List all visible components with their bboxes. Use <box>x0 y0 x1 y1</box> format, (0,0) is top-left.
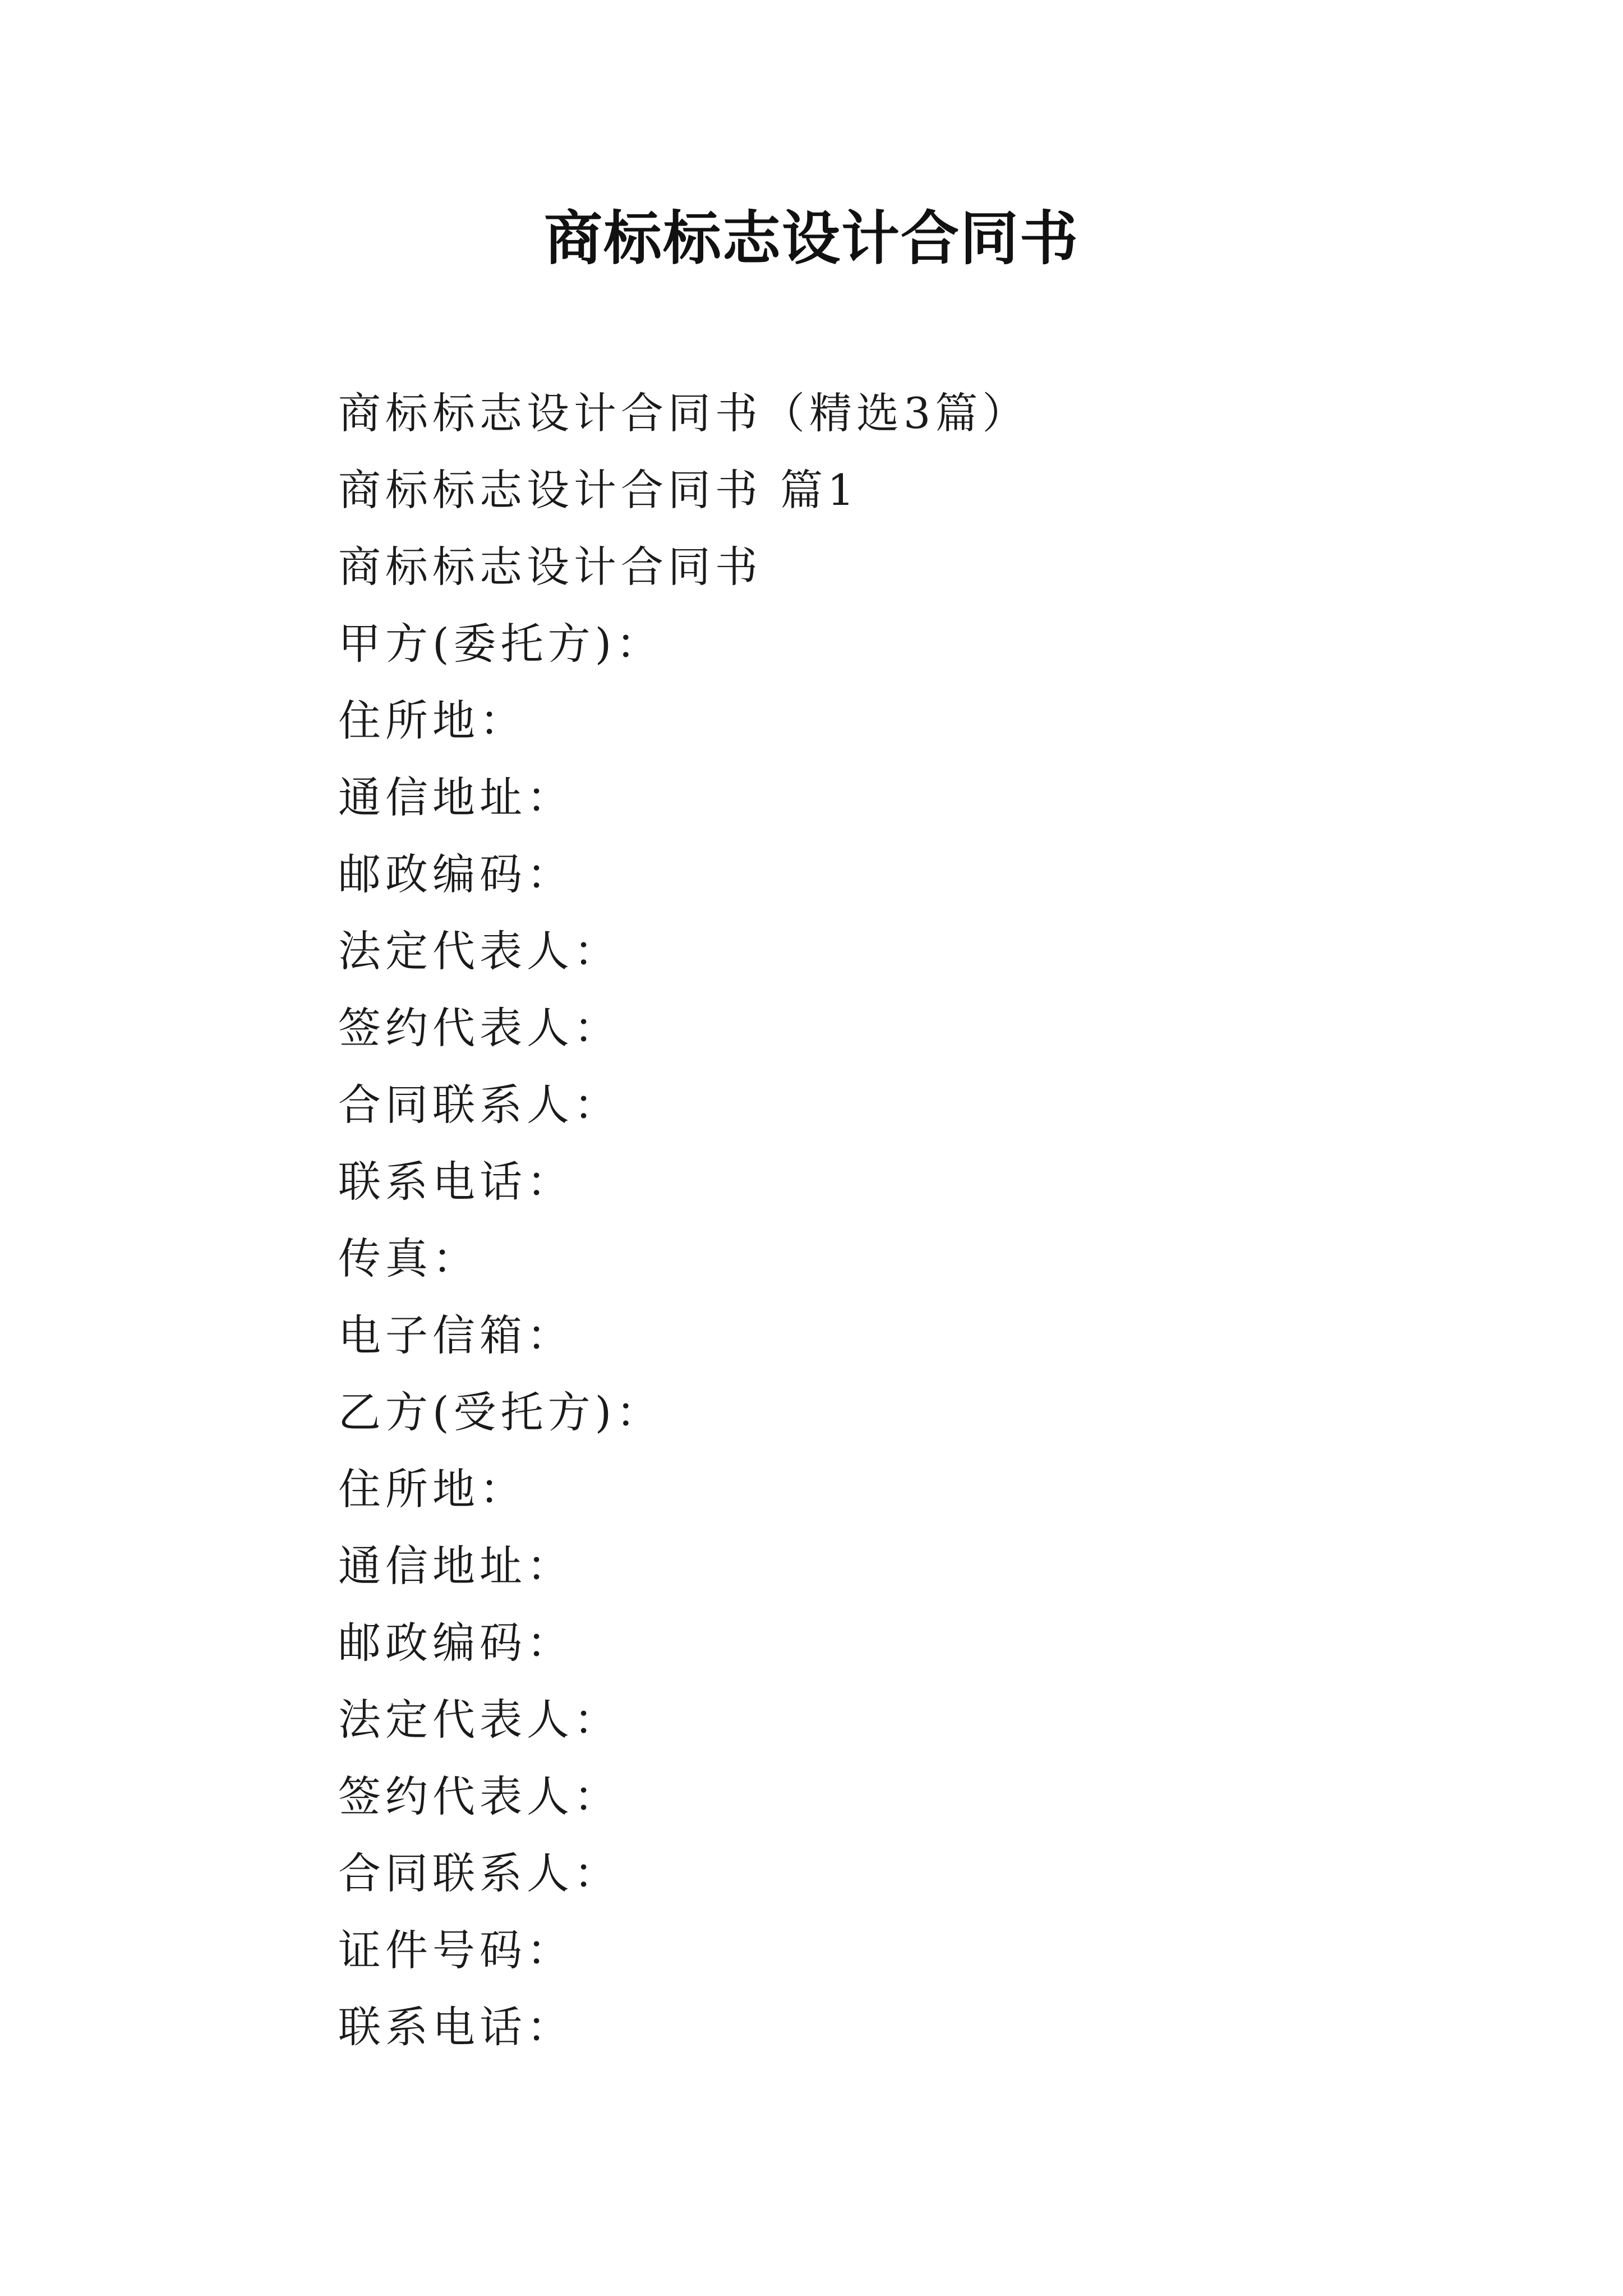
party-a-residence-field: 住所地： <box>338 696 527 746</box>
party-a-postal-code-field: 邮政编码： <box>338 849 574 899</box>
party-b-phone-field: 联系电话： <box>338 2002 574 2052</box>
section-heading: 商标标志设计合同书 篇1 <box>338 465 859 515</box>
party-a-legal-representative-field: 法定代表人： <box>338 926 621 976</box>
party-a-phone-field: 联系电话： <box>338 1157 574 1207</box>
party-b-label: 乙方(受托方)： <box>338 1387 663 1437</box>
party-b-mailing-address-field: 通信地址： <box>338 1541 574 1591</box>
party-a-fax-field: 传真： <box>338 1234 479 1283</box>
party-a-signing-representative-field: 签约代表人： <box>338 1003 621 1053</box>
party-b-signing-representative-field: 签约代表人： <box>338 1772 621 1821</box>
party-b-id-number-field: 证件号码： <box>338 1925 574 1975</box>
party-b-legal-representative-field: 法定代表人： <box>338 1695 621 1745</box>
party-b-postal-code-field: 邮政编码： <box>338 1618 574 1668</box>
party-b-contact-person-field: 合同联系人： <box>338 1848 621 1898</box>
document-body <box>338 375 1516 2065</box>
page-title: 商标标志设计合同书 <box>543 204 1079 273</box>
party-a-mailing-address-field: 通信地址： <box>338 772 574 822</box>
party-a-contact-person-field: 合同联系人： <box>338 1080 621 1130</box>
party-a-email-field: 电子信箱： <box>338 1310 574 1360</box>
party-b-residence-field: 住所地： <box>338 1464 527 1514</box>
party-a-label: 甲方(委托方)： <box>338 619 663 669</box>
subtitle-line: 商标标志设计合同书（精选3篇） <box>338 388 1030 438</box>
contract-name-line: 商标标志设计合同书 <box>338 542 762 592</box>
